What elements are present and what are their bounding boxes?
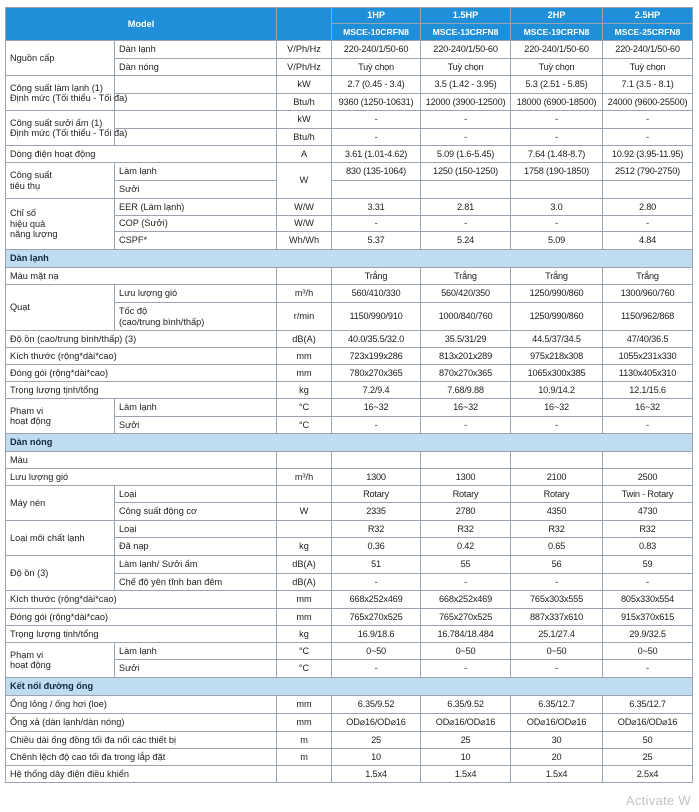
spec-row — [6, 452, 693, 469]
spec-unit: r/min — [277, 303, 332, 331]
spec-unit: m — [277, 749, 332, 766]
spec-label: Đóng gói (rộng*dài*cao) — [6, 365, 277, 382]
spec-unit — [277, 521, 332, 538]
spec-sublabel: Sưởi — [115, 417, 277, 434]
spec-value: 6.35/12.7 — [603, 696, 693, 714]
spec-value: 25 — [421, 732, 511, 749]
spec-value: 10 — [332, 749, 421, 766]
spec-group-label: Máy nén — [6, 486, 115, 521]
spec-unit: kg — [277, 538, 332, 556]
spec-row — [6, 591, 693, 609]
spec-value: 220-240/1/50-60 — [603, 41, 693, 59]
spec-sublabel: Dàn nóng — [115, 59, 277, 76]
spec-value: 2335 — [332, 503, 421, 521]
spec-value: 6.35/9.52 — [332, 696, 421, 714]
spec-value: 51 — [332, 556, 421, 574]
spec-sublabel — [115, 111, 277, 129]
spec-value: Rotary — [332, 486, 421, 503]
spec-value: - — [332, 129, 421, 146]
capacity-header: 1HP — [332, 8, 421, 24]
spec-label: Dòng điện hoạt động — [6, 146, 277, 163]
spec-value: 3.0 — [511, 199, 603, 216]
spec-sublabel: COP (Sưởi) — [115, 216, 277, 232]
spec-row — [6, 146, 693, 163]
spec-value: Rotary — [511, 486, 603, 503]
spec-value: 1250 (150-1250) — [421, 163, 511, 181]
spec-value: 59 — [603, 556, 693, 574]
spec-value — [511, 181, 603, 199]
spec-row — [6, 41, 693, 59]
spec-unit: W/W — [277, 199, 332, 216]
spec-sublabel: CSPF* — [115, 232, 277, 250]
spec-value: Trắng — [511, 268, 603, 285]
spec-group-label: Phạm vi hoạt động — [6, 643, 115, 678]
spec-row — [6, 643, 693, 660]
spec-unit: mm — [277, 591, 332, 609]
spec-row — [6, 749, 693, 766]
spec-value: 25 — [332, 732, 421, 749]
spec-value: 5.09 — [511, 232, 603, 250]
spec-value: 2500 — [603, 469, 693, 486]
spec-value: 2.5x4 — [603, 766, 693, 783]
spec-unit: mm — [277, 365, 332, 382]
spec-value: 0~50 — [603, 643, 693, 660]
spec-value: Tuỳ chọn — [332, 59, 421, 76]
capacity-header: 2HP — [511, 8, 603, 24]
spec-value: 975x218x308 — [511, 348, 603, 365]
spec-value: 220-240/1/50-60 — [511, 41, 603, 59]
spec-value: 16~32 — [603, 399, 693, 417]
spec-label: Lưu lượng gió — [6, 469, 277, 486]
spec-label: Kích thước (rộng*dài*cao) — [6, 348, 277, 365]
spec-value: 2780 — [421, 503, 511, 521]
spec-value: 560/410/330 — [332, 285, 421, 303]
spec-value: 25.1/27.4 — [511, 626, 603, 643]
spec-row — [6, 696, 693, 714]
spec-unit: Btu/h — [277, 129, 332, 146]
spec-sublabel: Sưởi — [115, 660, 277, 678]
spec-unit: V/Ph/Hz — [277, 59, 332, 76]
spec-value: - — [603, 660, 693, 678]
spec-value: 2.81 — [421, 199, 511, 216]
spec-sublabel — [115, 76, 277, 94]
spec-row — [6, 199, 693, 216]
spec-value: 16.9/18.6 — [332, 626, 421, 643]
spec-label: Chiều dài ống đồng tối đa nối các thiết bị — [6, 732, 277, 749]
spec-value: 765x303x555 — [511, 591, 603, 609]
spec-sublabel: Công suất động cơ — [115, 503, 277, 521]
spec-unit: dB(A) — [277, 574, 332, 591]
spec-value: 29.9/32.5 — [603, 626, 693, 643]
spec-label: Ống lỏng / ống hơi (loe) — [6, 696, 277, 714]
spec-value: - — [332, 216, 421, 232]
spec-value — [332, 181, 421, 199]
spec-sublabel: Làm lạnh — [115, 399, 277, 417]
spec-row — [6, 365, 693, 382]
spec-value: 668x252x469 — [421, 591, 511, 609]
unit-header-blank — [277, 8, 332, 41]
spec-value: 4350 — [511, 503, 603, 521]
spec-value: OD⌀16/OD⌀16 — [603, 714, 693, 732]
spec-value: 7.64 (1.48-8.7) — [511, 146, 603, 163]
spec-value: 5.3 (2.51 - 5.85) — [511, 76, 603, 94]
spec-value: 0~50 — [511, 643, 603, 660]
spec-unit: °C — [277, 417, 332, 434]
spec-row — [6, 268, 693, 285]
spec-sublabel: Tốc độ (cao/trung bình/thấp) — [115, 303, 277, 331]
spec-row — [6, 486, 693, 503]
spec-value: OD⌀16/OD⌀16 — [332, 714, 421, 732]
spec-value: 0.83 — [603, 538, 693, 556]
spec-value: OD⌀16/OD⌀16 — [421, 714, 511, 732]
spec-value — [603, 452, 693, 469]
spec-unit — [277, 486, 332, 503]
spec-label: Đóng gói (rộng*dài*cao) — [6, 609, 277, 626]
spec-unit — [277, 766, 332, 783]
spec-value: 2.80 — [603, 199, 693, 216]
spec-label: Chênh lệch độ cao tối đa trong lắp đặt — [6, 749, 277, 766]
spec-value: 1.5x4 — [511, 766, 603, 783]
spec-value: 1300/960/760 — [603, 285, 693, 303]
spec-value: 16~32 — [421, 399, 511, 417]
spec-value: 16.784/18.484 — [421, 626, 511, 643]
spec-value: 10.9/14.2 — [511, 382, 603, 399]
spec-group-label: Phạm vi hoạt động — [6, 399, 115, 434]
spec-value: 560/420/350 — [421, 285, 511, 303]
spec-value: R32 — [421, 521, 511, 538]
spec-value: 0.36 — [332, 538, 421, 556]
spec-value: Tuỳ chọn — [603, 59, 693, 76]
capacity-header: 2.5HP — [603, 8, 693, 24]
spec-value: 30 — [511, 732, 603, 749]
spec-value: 55 — [421, 556, 511, 574]
spec-unit: kW — [277, 76, 332, 94]
spec-value: 220-240/1/50-60 — [421, 41, 511, 59]
spec-value: 5.09 (1.6-5.45) — [421, 146, 511, 163]
spec-value: 220-240/1/50-60 — [332, 41, 421, 59]
spec-value: - — [603, 111, 693, 129]
spec-unit: Btu/h — [277, 94, 332, 111]
spec-row — [6, 556, 693, 574]
section-title: Kết nối đường ống — [6, 678, 693, 696]
spec-value: Trắng — [421, 268, 511, 285]
spec-value: 3.31 — [332, 199, 421, 216]
model-header: Model — [6, 8, 277, 41]
spec-group-label: Quạt — [6, 285, 115, 331]
spec-value: 1250/990/860 — [511, 285, 603, 303]
spec-sublabel: Đã nạp — [115, 538, 277, 556]
spec-unit: kg — [277, 382, 332, 399]
spec-value: 1000/840/760 — [421, 303, 511, 331]
spec-value: 12000 (3900-12500) — [421, 94, 511, 111]
spec-value: 7.2/9.4 — [332, 382, 421, 399]
spec-value: 1150/990/910 — [332, 303, 421, 331]
spec-value: - — [511, 216, 603, 232]
spec-value: Trắng — [332, 268, 421, 285]
spec-group-label: Chỉ số hiệu quả năng lượng — [6, 199, 115, 250]
spec-value: 44.5/37/34.5 — [511, 331, 603, 348]
section-header — [6, 250, 693, 268]
spec-sublabel: Làm lạnh — [115, 163, 277, 181]
spec-value: - — [421, 660, 511, 678]
spec-value: 35.5/31/29 — [421, 331, 511, 348]
spec-value: 1300 — [332, 469, 421, 486]
spec-value: 50 — [603, 732, 693, 749]
spec-unit: mm — [277, 609, 332, 626]
spec-value: 18000 (6900-18500) — [511, 94, 603, 111]
spec-sublabel: EER (Làm lạnh) — [115, 199, 277, 216]
spec-unit: W — [277, 503, 332, 521]
spec-value: 1.5x4 — [421, 766, 511, 783]
spec-value: 16~32 — [332, 399, 421, 417]
spec-label: Kích thước (rộng*dài*cao) — [6, 591, 277, 609]
spec-value: Trắng — [603, 268, 693, 285]
spec-group-label: Công suất sưởi ấm (1) Định mức (Tối thiểu - Tối đa) — [6, 111, 115, 146]
capacity-header: 1.5HP — [421, 8, 511, 24]
model-code-header: MSCE-10CRFN8 — [332, 24, 421, 41]
spec-unit: dB(A) — [277, 556, 332, 574]
spec-unit: m — [277, 732, 332, 749]
spec-row — [6, 521, 693, 538]
spec-value: 4.84 — [603, 232, 693, 250]
spec-label: Màu — [6, 452, 277, 469]
spec-unit: m³/h — [277, 285, 332, 303]
spec-row — [6, 285, 693, 303]
spec-unit: dB(A) — [277, 331, 332, 348]
spec-value: - — [603, 216, 693, 232]
model-code-header: MSCE-19CRFN8 — [511, 24, 603, 41]
spec-unit: A — [277, 146, 332, 163]
spec-value: 7.68/9.88 — [421, 382, 511, 399]
spec-value — [511, 452, 603, 469]
section-header — [6, 678, 693, 696]
spec-value: 1300 — [421, 469, 511, 486]
section-header — [6, 434, 693, 452]
spec-value: - — [332, 660, 421, 678]
spec-unit: mm — [277, 696, 332, 714]
spec-group-label: Độ ồn (3) — [6, 556, 115, 591]
spec-unit: °C — [277, 399, 332, 417]
spec-unit: mm — [277, 348, 332, 365]
spec-unit — [277, 452, 332, 469]
spec-unit: mm — [277, 714, 332, 732]
spec-value: 20 — [511, 749, 603, 766]
spec-row — [6, 76, 693, 94]
activation-watermark: Activate W — [625, 793, 691, 808]
spec-value: 10.92 (3.95-11.95) — [603, 146, 693, 163]
spec-row — [6, 348, 693, 365]
spec-sublabel: Lưu lượng gió — [115, 285, 277, 303]
spec-label: Trọng lượng tịnh/tổng — [6, 626, 277, 643]
spec-sublabel — [115, 94, 277, 111]
spec-value: 1.5x4 — [332, 766, 421, 783]
spec-value: 5.37 — [332, 232, 421, 250]
spec-value: 830 (135-1064) — [332, 163, 421, 181]
spec-value: 0~50 — [332, 643, 421, 660]
spec-value: R32 — [332, 521, 421, 538]
spec-value: 1065x300x385 — [511, 365, 603, 382]
spec-value: - — [332, 417, 421, 434]
spec-unit: °C — [277, 643, 332, 660]
spec-unit: W — [277, 163, 332, 199]
spec-value: 668x252x469 — [332, 591, 421, 609]
spec-value: 25 — [603, 749, 693, 766]
spec-row — [6, 732, 693, 749]
spec-row — [6, 469, 693, 486]
spec-unit: kg — [277, 626, 332, 643]
spec-row — [6, 609, 693, 626]
spec-value — [421, 181, 511, 199]
spec-value: - — [511, 574, 603, 591]
spec-value: Tuỳ chọn — [511, 59, 603, 76]
spec-value: 2.7 (0.45 - 3.4) — [332, 76, 421, 94]
spec-label: Độ ồn (cao/trung bình/thấp) (3) — [6, 331, 277, 348]
spec-row — [6, 399, 693, 417]
spec-sublabel — [115, 129, 277, 146]
spec-value: - — [332, 574, 421, 591]
spec-row — [6, 331, 693, 348]
spec-value: - — [421, 129, 511, 146]
spec-value — [603, 181, 693, 199]
spec-value: 10 — [421, 749, 511, 766]
spec-value: 3.5 (1.42 - 3.95) — [421, 76, 511, 94]
spec-unit: kW — [277, 111, 332, 129]
spec-group-label: Loại môi chất lạnh — [6, 521, 115, 556]
spec-value: 1130x405x310 — [603, 365, 693, 382]
spec-value: 47/40/36.5 — [603, 331, 693, 348]
spec-value: Tuỳ chọn — [421, 59, 511, 76]
spec-sublabel: Loại — [115, 521, 277, 538]
spec-value — [421, 452, 511, 469]
spec-sublabel: Làm lạnh/ Sưởi ấm — [115, 556, 277, 574]
spec-sublabel: Dàn lạnh — [115, 41, 277, 59]
spec-label: Màu mặt nạ — [6, 268, 277, 285]
spec-value: - — [332, 111, 421, 129]
spec-value: Twin - Rotary — [603, 486, 693, 503]
spec-table — [5, 7, 693, 783]
spec-row — [6, 382, 693, 399]
spec-value: 2100 — [511, 469, 603, 486]
spec-sublabel: Loại — [115, 486, 277, 503]
spec-row — [6, 111, 693, 129]
spec-unit: V/Ph/Hz — [277, 41, 332, 59]
spec-value: 1055x231x330 — [603, 348, 693, 365]
spec-value: - — [511, 111, 603, 129]
spec-unit: Wh/Wh — [277, 232, 332, 250]
spec-value: 6.35/12.7 — [511, 696, 603, 714]
spec-sublabel: Chế độ yên tĩnh ban đêm — [115, 574, 277, 591]
spec-label: Hệ thống dây điện điều khiển — [6, 766, 277, 783]
spec-value: 40.0/35.5/32.0 — [332, 331, 421, 348]
spec-value: OD⌀16/OD⌀16 — [511, 714, 603, 732]
spec-value: 1150/962/868 — [603, 303, 693, 331]
spec-group-label: Nguồn cấp — [6, 41, 115, 76]
spec-value: - — [603, 129, 693, 146]
spec-row — [6, 714, 693, 732]
spec-value: 805x330x554 — [603, 591, 693, 609]
spec-label: Trọng lượng tịnh/tổng — [6, 382, 277, 399]
spec-value: - — [603, 574, 693, 591]
spec-value: - — [421, 417, 511, 434]
spec-value: 0~50 — [421, 643, 511, 660]
spec-value: Rotary — [421, 486, 511, 503]
spec-sublabel: Sưởi — [115, 181, 277, 199]
spec-value: - — [511, 417, 603, 434]
spec-sublabel: Làm lạnh — [115, 643, 277, 660]
spec-value: - — [511, 660, 603, 678]
spec-value: 0.65 — [511, 538, 603, 556]
spec-label: Ống xả (dàn lạnh/dàn nóng) — [6, 714, 277, 732]
spec-unit — [277, 268, 332, 285]
section-title: Dàn nóng — [6, 434, 693, 452]
spec-value — [332, 452, 421, 469]
spec-value: 870x270x365 — [421, 365, 511, 382]
spec-value: 2512 (790-2750) — [603, 163, 693, 181]
spec-row — [6, 766, 693, 783]
spec-value: 813x201x289 — [421, 348, 511, 365]
spec-value: 24000 (9600-25500) — [603, 94, 693, 111]
spec-group-label: Công suất tiêu thụ — [6, 163, 115, 199]
spec-value: 56 — [511, 556, 603, 574]
spec-value: 6.35/9.52 — [421, 696, 511, 714]
spec-value: 5.24 — [421, 232, 511, 250]
spec-value: 7.1 (3.5 - 8.1) — [603, 76, 693, 94]
spec-value: 0.42 — [421, 538, 511, 556]
spec-value: - — [511, 129, 603, 146]
spec-unit: °C — [277, 660, 332, 678]
spec-value: 4730 — [603, 503, 693, 521]
spec-value: 765x270x525 — [332, 609, 421, 626]
model-code-header: MSCE-13CRFN8 — [421, 24, 511, 41]
spec-row — [6, 163, 693, 181]
spec-value: - — [421, 216, 511, 232]
spec-value: - — [603, 417, 693, 434]
spec-value: 3.61 (1.01-4.62) — [332, 146, 421, 163]
spec-value: 723x199x286 — [332, 348, 421, 365]
spec-unit: W/W — [277, 216, 332, 232]
spec-value: R32 — [511, 521, 603, 538]
spec-value: 780x270x365 — [332, 365, 421, 382]
spec-unit: m³/h — [277, 469, 332, 486]
spec-value: 1758 (190-1850) — [511, 163, 603, 181]
spec-value: 887x337x610 — [511, 609, 603, 626]
spec-value: 12.1/15.6 — [603, 382, 693, 399]
spec-value: 765x270x525 — [421, 609, 511, 626]
spec-row — [6, 626, 693, 643]
spec-value: R32 — [603, 521, 693, 538]
spec-value: 9360 (1250-10631) — [332, 94, 421, 111]
spec-group-label: Công suất làm lạnh (1) Định mức (Tối thiểu - Tối đa) — [6, 76, 115, 111]
spec-value: - — [421, 574, 511, 591]
spec-value: 16~32 — [511, 399, 603, 417]
spec-value: 915x370x615 — [603, 609, 693, 626]
spec-value: - — [421, 111, 511, 129]
spec-value: 1250/990/860 — [511, 303, 603, 331]
header-row-capacity — [6, 8, 693, 24]
model-code-header: MSCE-25CRFN8 — [603, 24, 693, 41]
section-title: Dàn lạnh — [6, 250, 693, 268]
